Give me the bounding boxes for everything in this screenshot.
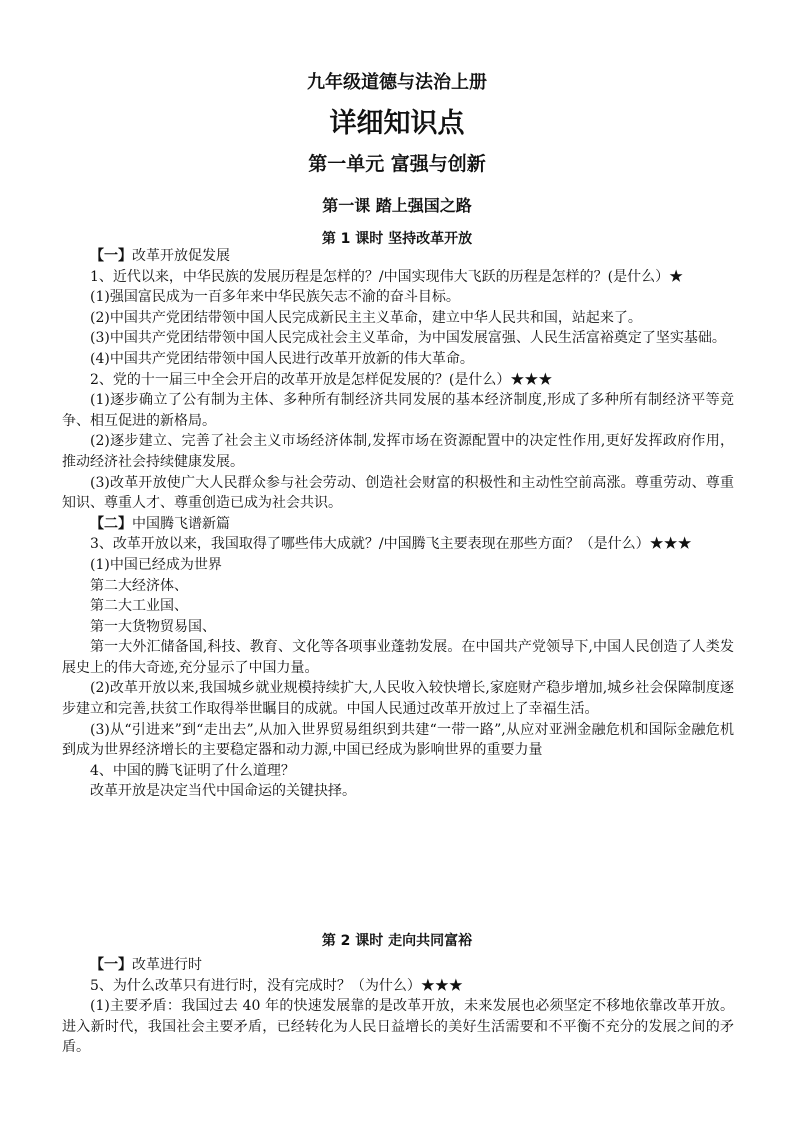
section-mark: 【二】 <box>90 515 132 532</box>
period-2-title: 第 2 课时 走向共同富裕 <box>321 933 473 949</box>
answer-1-3: (3)中国共产党团结带领中国人民完成社会主义革命，为中国发展富强、人民生活富裕奠定了坚实基础。 <box>90 330 726 347</box>
lesson-title: 第一课 踏上强国之路 <box>322 196 472 215</box>
answer-1-2: (2)中国共产党团结带领中国人民完成新民主主义革命，建立中华人民共和国，站起来了。 <box>90 309 642 326</box>
period-1-body <box>62 246 734 802</box>
unit-title: 第一单元 富强与创新 <box>308 153 486 175</box>
section-heading-text: 改革开放促发展 <box>132 248 230 264</box>
answer-1-4: (4)中国共产党团结带领中国人民进行改革开放新的伟大革命。 <box>90 350 474 367</box>
section-heading-3 <box>62 955 734 976</box>
question-4: 4、中国的腾飞证明了什么道理？ <box>90 762 295 779</box>
answer-5-1: (1)主要矛盾：我国过去 40 年的快速发展靠的是改革开放，未来发展也必须坚定不移地依靠改革开放。进入新时代，我国社会主要矛盾，已经转化为人民日益增长的美好生活需要和不平衡不充分的发展之间的矛盾。 <box>62 998 734 1056</box>
section-heading-text: 中国腾飞谱新篇 <box>132 515 230 532</box>
answer-3-1-line-3: 第二大工业国、 <box>90 598 188 615</box>
answer-2-1: (1)逐步确立了公有制为主体、多种所有制经济共同发展的基本经济制度,形成了多种所有制经济平等竞争、相互促进的新格局。 <box>62 392 734 429</box>
answer-3-1-line-4: 第一大货物贸易国、 <box>90 618 216 635</box>
answer-2-2: (2)逐步建立、完善了社会主义市场经济体制,发挥市场在资源配置中的决定性作用,更好发挥政府作用，推动经济社会持续健康发展。 <box>62 433 734 470</box>
answer-3-1-line-2: 第二大经济体、 <box>90 577 188 594</box>
section-heading-2 <box>62 514 734 535</box>
section-mark: 【一】 <box>90 957 132 973</box>
document-subtitle: 九年级道德与法治上册 <box>307 72 487 93</box>
document-title: 详细知识点 <box>329 108 465 139</box>
section-heading-text: 改革进行时 <box>132 957 202 973</box>
answer-2-3: (3)改革开放使广大人民群众参与社会劳动、创造社会财富的积极性和主动性空前高涨。尊重劳动、尊重知识、尊重人才、尊重创造已成为社会共识。 <box>62 474 734 512</box>
answer-1-1: (1)强国富民成为一百多年来中华民族矢志不渝的奋斗目标。 <box>90 289 460 306</box>
section-heading-1 <box>62 246 734 267</box>
question-1: 1、近代以来，中华民族的发展历程是怎样的？/中国实现伟大飞跃的历程是怎样的？(是什么）★ <box>90 268 684 285</box>
question-5: 5、为什么改革只有进行时，没有完成时？（为什么）★★★ <box>90 977 463 994</box>
question-3: 3、改革开放以来，我国取得了哪些伟大成就？/中国腾飞主要表现在那些方面？（是什么）★★★ <box>90 536 692 553</box>
answer-3-3: (3)从“引进来”到“走出去”,从加入世界贸易组织到共建“一带一路”,从应对亚洲金融危机和国际金融危机到成为世界经济增长的主要稳定器和动力源,中国已经成为影响世界的重要力量 <box>62 721 734 759</box>
answer-4: 改革开放是决定当代中国命运的关键抉择。 <box>90 783 356 800</box>
period-2-body <box>62 955 734 1058</box>
period-1-title: 第 1 课时 坚持改革开放 <box>321 231 473 247</box>
question-2: 2、党的十一届三中全会开启的改革开放是怎样促发展的？(是什么）★★★ <box>90 371 553 388</box>
answer-3-2: (2)改革开放以来,我国城乡就业规模持续扩大,人民收入较快增长,家庭财产稳步增加,城乡社会保障制度逐步建立和完善,扶贫工作取得举世瞩目的成就。中国人民通过改革开放过上了幸福生活。 <box>62 680 734 718</box>
answer-3-1-line-1: (1)中国已经成为世界 <box>90 556 222 573</box>
answer-3-1-line-5: 第一大外汇储备国,科技、教育、文化等各项事业蓬勃发展。在中国共产党领导下,中国人民创造了人类发展史上的伟大奇迹,充分显示了中国力量。 <box>62 639 734 676</box>
section-mark: 【一】 <box>90 248 132 264</box>
